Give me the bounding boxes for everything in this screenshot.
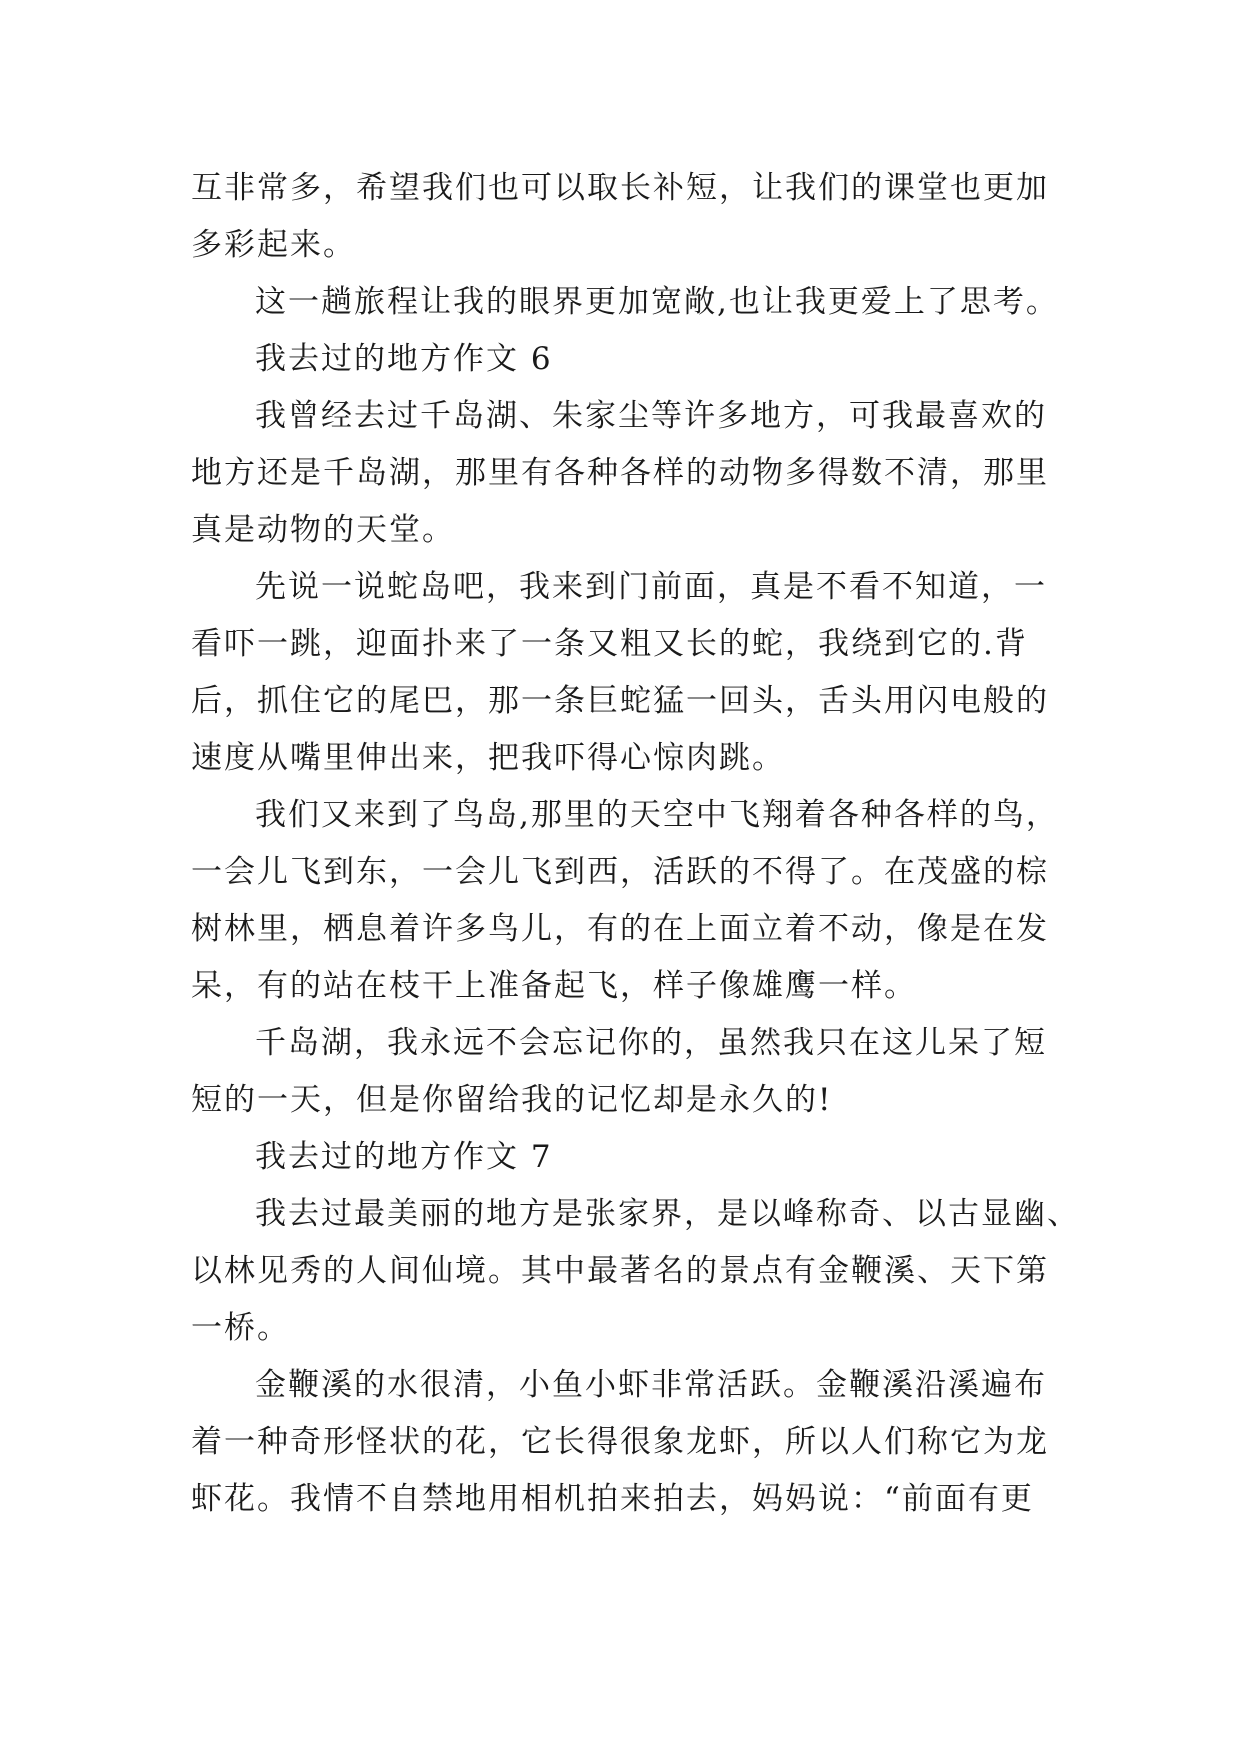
text-line: 速度从嘴里伸出来，把我吓得心惊肉跳。 xyxy=(191,740,785,776)
body-text xyxy=(191,160,1080,1528)
text-line: 呆，有的站在枝干上准备起飞，样子像雄鹰一样。 xyxy=(191,968,917,1004)
section-heading: 我去过的地方作文 7 xyxy=(255,1139,553,1175)
text-line: 以林见秀的人间仙境。其中最著名的景点有金鞭溪、天下第 xyxy=(191,1253,1049,1289)
text-line: 短的一天，但是你留给我的记忆却是永久的! xyxy=(191,1082,833,1118)
text-line: 着一种奇形怪状的花，它长得很象龙虾，所以人们称它为龙 xyxy=(191,1424,1049,1460)
section-heading: 我去过的地方作文 6 xyxy=(255,341,553,377)
text-line: 真是动物的天堂。 xyxy=(191,512,455,548)
text-line: 千岛湖，我永远不会忘记你的，虽然我只在这儿呆了短 xyxy=(255,1025,1047,1061)
text-line: 树林里，栖息着许多鸟儿，有的在上面立着不动，像是在发 xyxy=(191,911,1049,947)
text-line: 我们又来到了鸟岛,那里的天空中飞翔着各种各样的鸟， xyxy=(255,797,1059,833)
text-line: 虾花。我情不自禁地用相机拍来拍去，妈妈说：“前面有更 xyxy=(191,1481,1034,1517)
text-line: 看吓一跳，迎面扑来了一条又粗又长的蛇，我绕到它的.背 xyxy=(191,626,1028,662)
text-line: 这一趟旅程让我的眼界更加宽敞,也让我更爱上了思考。 xyxy=(255,284,1059,320)
text-line: 互非常多，希望我们也可以取长补短，让我们的课堂也更加 xyxy=(191,170,1049,206)
text-line: 地方还是千岛湖，那里有各种各样的动物多得数不清，那里 xyxy=(191,455,1049,491)
text-line: 多彩起来。 xyxy=(191,227,356,263)
text-line: 一桥。 xyxy=(191,1310,290,1346)
text-line: 后，抓住它的尾巴，那一条巨蛇猛一回头，舌头用闪电般的 xyxy=(191,683,1049,719)
text-line: 先说一说蛇岛吧，我来到门前面，真是不看不知道，一 xyxy=(255,569,1047,605)
text-line: 我曾经去过千岛湖、朱家尘等许多地方，可我最喜欢的 xyxy=(255,398,1047,434)
text-line: 金鞭溪的水很清，小鱼小虾非常活跃。金鞭溪沿溪遍布 xyxy=(255,1367,1047,1403)
text-line: 我去过最美丽的地方是张家界，是以峰称奇、以古显幽、 xyxy=(255,1196,1080,1232)
text-line: 一会儿飞到东，一会儿飞到西，活跃的不得了。在茂盛的棕 xyxy=(191,854,1049,890)
